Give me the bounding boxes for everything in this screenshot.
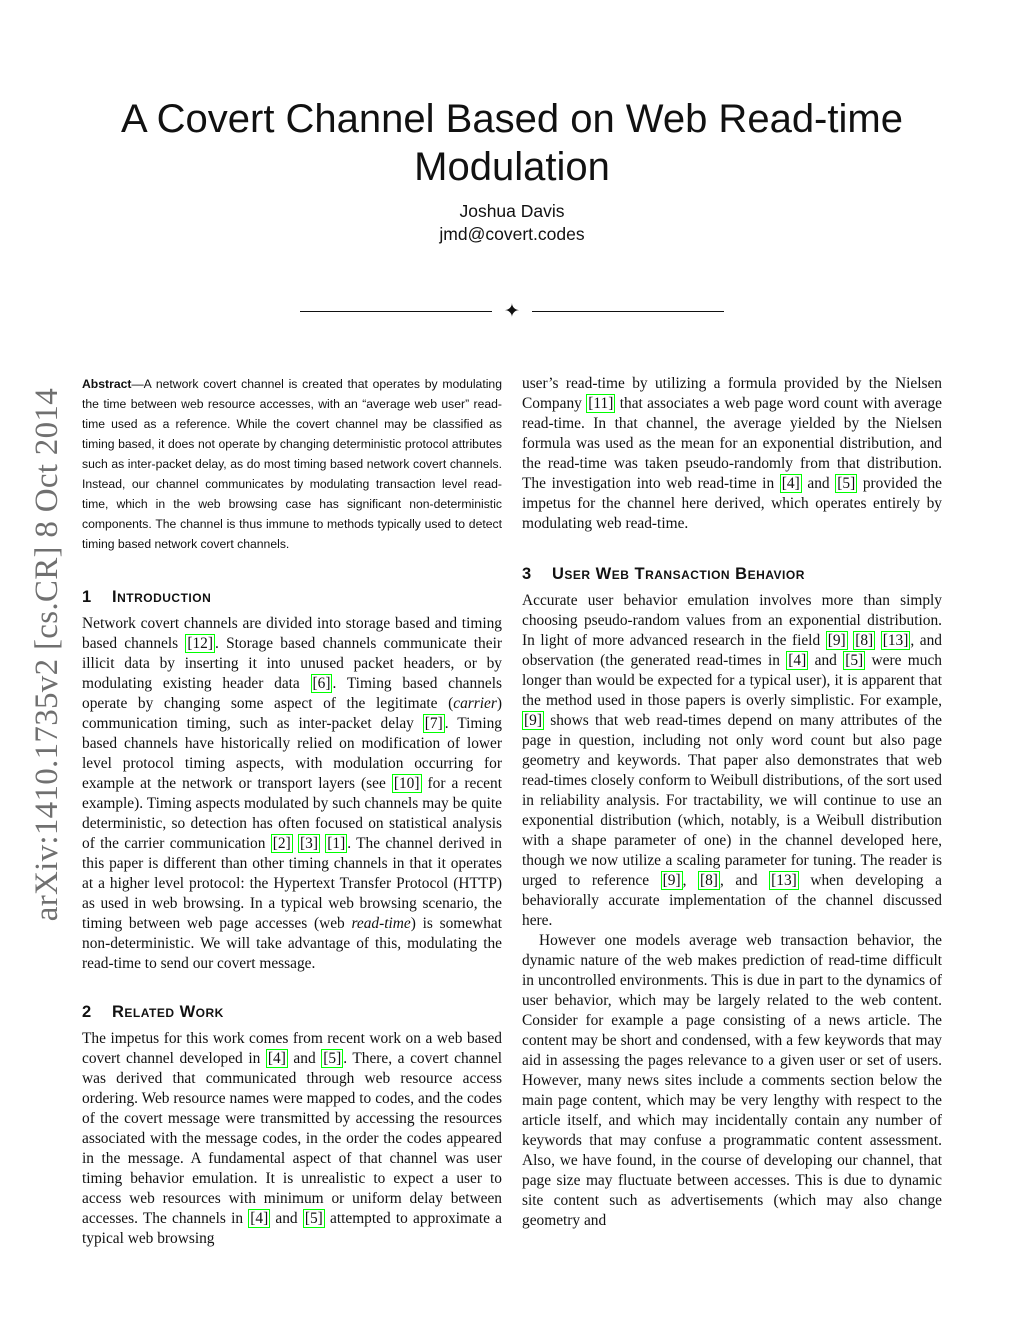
arxiv-stamp[interactable] — [22, 375, 72, 935]
citation-link[interactable]: [4] — [267, 1050, 286, 1067]
left-column — [82, 374, 502, 1249]
section-number: 3 — [522, 565, 532, 583]
abstract-text: —A network covert channel is created that operates by modulating the time between web resource accesses, with an “average web user” read-time used as a reference. While the covert channel may be classified as timing based, it does not operate by changing deterministic protocol attributes such as inter-packet delay, as do most timing based network covert channels. Instead, our channel communicates by modulating transaction level read-time, which in the web browsing case has significant non-deterministic components. The channel is thus immune to methods typically used to detect timing based network covert channels. — [82, 377, 502, 551]
text-run — [875, 632, 881, 649]
text-run: and — [801, 475, 836, 492]
text-run: and — [808, 652, 844, 669]
section-title: User Web Transaction Behavior — [552, 565, 805, 583]
citation-link[interactable]: [9] — [827, 632, 846, 649]
author-email: jmd@covert.codes — [439, 224, 585, 244]
citation-link[interactable]: [9] — [524, 712, 542, 729]
text-run: , — [682, 872, 698, 889]
section-title: Introduction — [112, 588, 212, 606]
citation-link[interactable]: [11] — [588, 395, 614, 412]
text-run: , and — [719, 872, 770, 889]
citation-link[interactable]: [8] — [855, 632, 874, 649]
citation-link[interactable]: [13] — [771, 872, 797, 889]
citation-link[interactable]: [4] — [250, 1210, 269, 1227]
text-run: , and observation (the generated read-times in — [522, 632, 942, 669]
author-block — [100, 200, 924, 246]
separator-star-icon: ✦ — [504, 300, 520, 322]
citation-link[interactable]: [5] — [304, 1210, 323, 1227]
abstract — [82, 374, 502, 554]
citation-link[interactable]: [4] — [781, 475, 800, 492]
text-run: were much longer than would be expected for a typical user), it is apparent that the method used in those papers is overly simplistic. For example, — [522, 652, 942, 709]
citation-link[interactable]: [13] — [882, 632, 909, 649]
user-behavior-paragraph-1 — [522, 591, 942, 931]
section-heading-introduction — [82, 586, 502, 608]
citation-link[interactable]: [10] — [393, 775, 420, 792]
citation-link[interactable]: [7] — [424, 715, 443, 732]
citation-link[interactable]: [8] — [699, 872, 718, 889]
citation-link[interactable]: [12] — [187, 635, 213, 652]
abstract-label: Abstract — [82, 377, 132, 391]
citation-link[interactable]: [5] — [837, 475, 856, 492]
section-heading-user-web-transaction-behavior — [522, 563, 942, 585]
citation-link[interactable]: [4] — [788, 652, 807, 669]
paper-title: A Covert Channel Based on Web Read-time Modulation — [121, 97, 903, 189]
section-title: Related Work — [112, 1003, 224, 1021]
citation-link[interactable]: [9] — [662, 872, 681, 889]
intro-paragraph: Network covert channels are divided into storage based and timing based channels [12] . Storage based channels communicate their illicit data by inserting it into unused packet headers, or by modulating existing header data [6] . Timing based channels operate by changing some aspect of the legitimate (carrier) communication timing, such as inter-packet delay [7] . Timing based channels have historically relied on modification of lower level protocol timing aspects, with modulation occurring for example at the network or transport layers (see [10] for a recent example). Timing aspects modulated by such channels may be quite deterministic, so detection has often focused on statistical analysis of the carrier communication [2] [3] [1] . The channel derived in this paper is different than other timing channels in that it operates at a higher level protocol: the Hypertext Transfer Protocol (HTTP) as used in web browsing. In a typical web browsing scenario, the timing between web page accesses (web read-time) is somewhat non-deterministic. We will take advantage of this, modulating the read-time to send our covert message. — [82, 615, 502, 972]
section-number: 2 — [82, 1003, 92, 1021]
text-run: provided the impetus for the channel here derived, which operates entirely by modulating web read-time. — [522, 475, 942, 532]
section-heading-related-work — [82, 1001, 502, 1023]
text-run: shows that web read-times depend on many attributes of the page in question, including not only word count but also page geometry and keywords. That paper also demonstrates that web read-times closely conform to Weibull distributions, of the sort used in reliability analysis. For tractability, we will continue to use an exponential distribution (which, notably, is a Weibull distribution with a shape parameter of one) in the channel developed here, though we now utilize a scaling parameter for tuning. The reader is urged to reference — [522, 712, 942, 889]
citation-link[interactable]: [1] — [327, 835, 346, 852]
user-behavior-paragraph-2: However one models average web transaction behavior, the dynamic nature of the web makes prediction of read-time difficult in uncontrolled environments. This is due in part to the dynamics of user behavior, which may be largely related to the web content. Consider for example a page consisting of a news article. The content may be short and condensed, with a few keywords that may aid in assessing the pages relevance to a given user or set of users. However, many news sites include a comments section below the main page content, which may be very lengthy with respect to the article itself, and which may incidentally contain any number of keywords that may confuse a programmatic content assessment. Also, we have found, in the course of developing our channel, that page size may fluctuate between accesses. This is due to dynamic site content such as advertisements (which may also change geometry and — [522, 932, 942, 1229]
citation-link[interactable]: [5] — [323, 1050, 342, 1067]
citation-link[interactable]: [3] — [300, 835, 318, 852]
text-run: when developing a behaviorally accurate implementation of the channel discussed here. — [522, 872, 942, 929]
text-run: user’s read-time by utilizing a formula provided by the Nielsen Company — [522, 375, 942, 412]
separator-line-right — [532, 311, 724, 312]
text-run: Accurate user behavior emulation involves more than simply choosing pseudo-random values from an exponential distribution. In light of more advanced research in the field — [522, 592, 942, 649]
title-separator — [300, 302, 724, 322]
section-number: 1 — [82, 588, 92, 606]
arxiv-stamp-text: arXiv:1410.1735v2 [cs.CR] 8 Oct 2014 — [28, 388, 65, 922]
citation-link[interactable]: [2] — [272, 835, 291, 852]
citation-link[interactable]: [5] — [845, 652, 864, 669]
separator-line-left — [300, 311, 492, 312]
related-paragraph-part2 — [522, 374, 942, 534]
author-name: Joshua Davis — [459, 201, 565, 221]
citation-link[interactable]: [6] — [312, 675, 331, 692]
text-run: that associates a web page word count with average read-time. In that channel, the average yielded by the Nielsen formula was used as the mean for an exponential distribution, and the read-time was taken pseudo-randomly from that distribution. The investigation into web read-time in — [522, 395, 942, 492]
related-paragraph-part1: The impetus for this work comes from recent work on a web based covert channel developed in [4] and [5] . There, a covert channel was derived that communicated through web resource access ordering. Web resource names were mapped to codes, and the codes of the covert message were transmitted by accessing the resources associated with the message codes, in the order the codes appeared in the message. A fundamental aspect of that channel was user timing behavior emulation. It is unrealistic to expect a user to access web resources with minimum or uniform delay between accesses. The channels in [4] and [5] attempted to approximate a typical web browsing — [82, 1030, 502, 1247]
right-column — [522, 374, 942, 1231]
